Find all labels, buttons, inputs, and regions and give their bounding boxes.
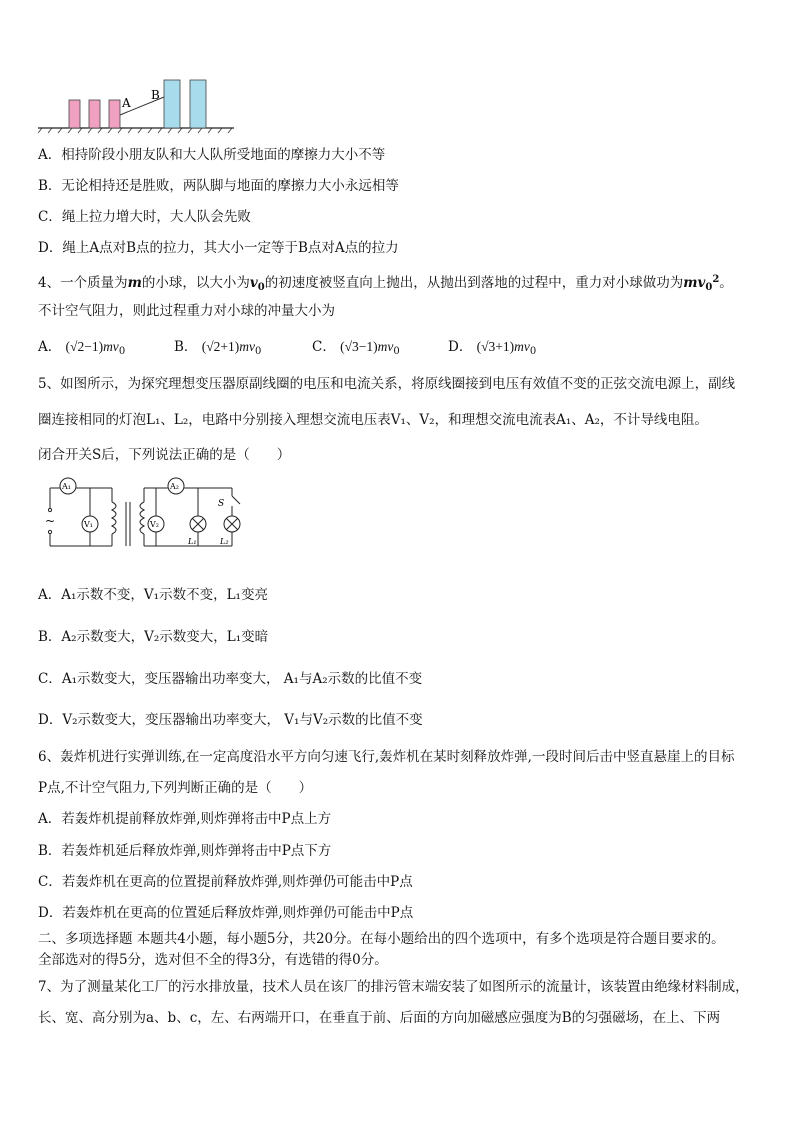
q3-option-a: A．相持阶段小朋友队和大人队所受地面的摩擦力大小不等: [38, 147, 386, 163]
section2-heading-line1: 二、多项选择题 本题共4小题，每小题5分，共20分。在每小题给出的四个选项中，有多个选项是符合题目要求的。: [38, 931, 725, 947]
section2-heading-line2: 全部选对的得5分，选对但不全的得3分，有选错的得0分。: [38, 952, 388, 968]
q5-stem-line1: 5、如图所示，为探究理想变压器原副线圈的电压和电流关系，将原线圈接到电压有效值不变的正弦交流电源上，副线: [38, 376, 736, 392]
lamp-l2-label: L₂: [220, 537, 229, 546]
q6-option-a: A．若轰炸机提前释放炸弹,则炸弹将击中P点上方: [38, 811, 332, 827]
adult-1: [164, 80, 180, 128]
q4-option-b: B． $(√2+1)mv_0$: [174, 339, 262, 357]
q6-option-b: B．若轰炸机延后释放炸弹,则炸弹将击中P点下方: [38, 843, 332, 859]
q7-stem-line1: 7、为了测量某化工厂的污水排放量，技术人员在该厂的排污管末端安装了如图所示的流量计，该装置由绝缘材料制成，: [38, 979, 749, 995]
switch-s-blade: [232, 496, 240, 504]
label-b: B: [151, 88, 160, 102]
child-1: [69, 100, 80, 128]
q4-option-a: A． $(√2-1)mv_0$: [38, 339, 126, 357]
q5-stem-line3: 闭合开关S后，下列说法正确的是（ ）: [38, 447, 291, 463]
switch-s-label: S: [218, 499, 225, 509]
q4-stem-line2: 不计空气阻力，则此过程重力对小球的冲量大小为: [38, 303, 335, 319]
ammeter-a1-label: A₁: [62, 482, 71, 491]
q5-option-c: C．A₁示数变大，变压器输出功率变大， A₁与A₂示数的比值不变: [38, 671, 423, 687]
q6-option-d: D．若轰炸机在更高的位置延后释放炸弹,则炸弹仍可能击中P点: [38, 905, 414, 921]
child-3: [109, 100, 120, 128]
q3-option-d: D．绳上A点对B点的拉力，其大小一定等于B点对A点的拉力: [38, 240, 399, 256]
transformer-circuit: [40, 472, 255, 554]
voltmeter-v1-label: V₁: [84, 520, 93, 529]
q4-options: [38, 337, 562, 362]
q3-option-c: C．绳上拉力增大时，大人队会先败: [38, 209, 251, 225]
q6-stem-line1: 6、轰炸机进行实弹训练,在一定高度沿水平方向匀速飞行,轰炸机在某时刻释放炸弹,一段时间后击中竖直悬崖上的目标: [38, 749, 735, 765]
child-2: [89, 100, 100, 128]
q5-stem-line2: 圈连接相同的灯泡L₁、L₂，电路中分别接入理想交流电压表V₁、V₂，和理想交流电流表A₁、A₂，不计导线电阻。: [38, 412, 708, 428]
adult-2: [190, 80, 206, 128]
label-a: A: [122, 96, 131, 110]
q4-option-d: D． $(√3+1)mv_0$: [448, 339, 537, 357]
q5-option-b: B．A₂示数变大，V₂示数变大，L₁变暗: [38, 629, 269, 645]
q7-stem-line2: 长、宽、高分别为a、b、c，左、右两端开口，在垂直于前、后面的方向加磁感应强度为B的匀强磁场，在上、下两: [38, 1010, 721, 1026]
q6-option-c: C．若轰炸机在更高的位置提前释放炸弹,则炸弹仍可能击中P点: [38, 874, 413, 890]
voltmeter-v2-label: V₂: [150, 520, 159, 529]
q4-option-c: C． $(√3-1)mv_0$: [312, 339, 400, 357]
tug-of-war-figure: [38, 75, 238, 137]
lamp-l1-label: L₁: [188, 537, 197, 546]
ammeter-a2-label: A₂: [170, 482, 179, 491]
q6-stem-line2: P点,不计空气阻力,下列判断正确的是（ ）: [38, 780, 313, 796]
q3-option-b: B．无论相持还是胜败，两队脚与地面的摩擦力大小永远相等: [38, 178, 399, 194]
q4-stem-line1: 4、一个质量为m的小球，以大小为$v_0$的初速度被竖直向上抛出，从抛出到落地的过程中，重力对小球做功为$mv_0^2$。: [38, 274, 733, 293]
source-symbol: ~: [45, 514, 56, 528]
q5-option-d: D．V₂示数变大，变压器输出功率变大， V₁与V₂示数的比值不变: [38, 712, 423, 728]
q5-option-a: A．A₁示数不变，V₁示数不变，L₁变亮: [38, 587, 268, 603]
